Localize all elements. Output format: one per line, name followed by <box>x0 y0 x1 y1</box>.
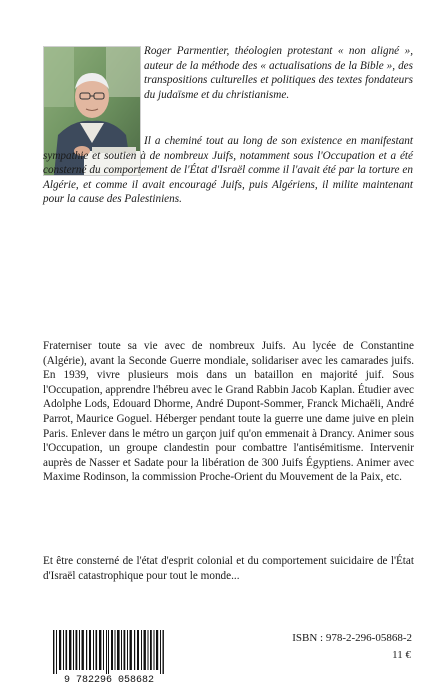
isbn-text: ISBN : 978-2-296-05868-2 <box>292 632 412 644</box>
back-cover-paragraph-2: Et être consterné de l'état d'esprit colonial et du comportement suicidaire de l'État d'Israël catastrophique pour tout le monde... <box>43 555 414 582</box>
back-cover-paragraph-1: Fraterniser toute sa vie avec de nombreux Juifs. Au lycée de Constantine (Algérie), avant la Seconde Guerre mondiale, solidariser avec les camarades juifs. En 1939, vivre plusieurs mois dans un bataillon en majorité juif. Sous l'Occupation, apprendre l'hébreu avec le Grand Rabbin Jacob Kaplan. Étudier avec Adolphe Lods, Edouard Dhorme, André Dupont-Sommer, Franck Michaëli, André Parrot, Maurice Goguel. Héberger pendant toute la guerre une dame juive en plein Paris. Enlever dans le métro un garçon juif qu'on emmenait à Drancy. Animer sous l'Occupation, un groupe clandestin pour combattre l'antisémitisme. Intervenir auprès de Nasser et Sadate pour la libération de 300 Juifs Égyptiens. Animer avec Maxime Rodinson, la commission Proche-Orient du Mouvement de la Paix, etc. <box>43 340 414 484</box>
price-text: 11 € <box>392 649 411 661</box>
barcode-digits: 9 782296 058682 <box>63 675 155 684</box>
author-bio-intro: Roger Parmentier, théologien protestant « non aligné », auteur de la méthode des « actualisations de la Bible », des transpositions culturelles et politiques des textes fondateurs du judaïsme et du christianisme. <box>144 45 413 101</box>
author-bio-path: Il a cheminé tout au long de son existence en manifestant sympathie et soutien à de nombreux Juifs, notamment sous l'Occupation et a été consterné du comportement de l'État d'Israël comme il l'avait été par la torture en Algérie, et comme il avait encouragé Juifs, puis Algériens, il milite maintenant pour la cause des Palestiniens. <box>43 135 413 206</box>
barcode <box>43 628 175 684</box>
barcode-bars <box>43 628 175 684</box>
